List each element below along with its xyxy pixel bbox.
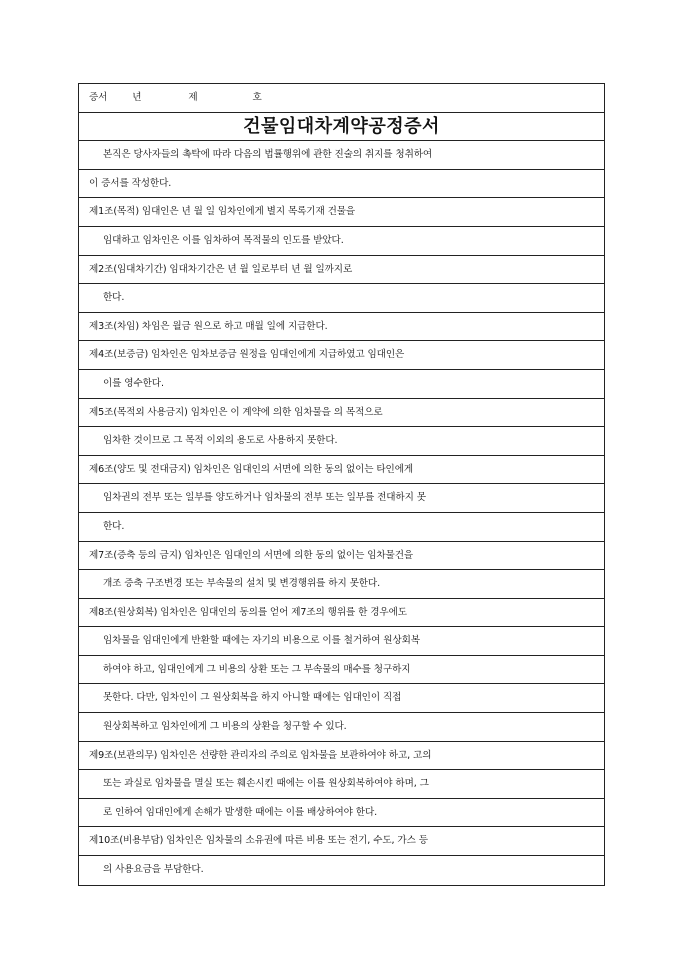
text-line: 임대하고 임차인은 이를 임차하여 목적물의 인도를 받았다. [79, 227, 604, 256]
text-line: 의 사용요금을 부담한다. [103, 864, 204, 876]
text-line: 원상회복하고 임차인에게 그 비용의 상환을 청구할 수 있다. [79, 713, 604, 742]
article-6: 제6조(양도 및 전대금지) 임차인은 임대인의 서면에 의한 동의 없이는 타인에게 [79, 456, 604, 485]
deed-number-row [79, 84, 604, 113]
text-line: 개조 증축 구조변경 또는 부속물의 설치 및 변경행위를 하지 못한다. [79, 570, 604, 599]
article-9: 제9조(보관의무) 임차인은 선량한 관리자의 주의로 임차물을 보관하여야 하고, 고의 [79, 742, 604, 771]
article-1: 제1조(목적) 임대인은 년 월 일 임차인에게 별지 목록기재 건물을 [79, 198, 604, 227]
article-10: 제10조(비용부담) 임차인은 임차물의 소유권에 따른 비용 또는 전기, 수도, 가스 등 [79, 827, 604, 856]
article-3: 제3조(차임) 차임은 월금 원으로 하고 매월 일에 지급한다. [79, 313, 604, 342]
article-8: 제8조(원상회복) 임차인은 임대인의 동의를 얻어 제7조의 행위를 한 경우에도 [79, 599, 604, 628]
document-title: 건물임대차계약공정증서 [79, 113, 604, 142]
text-line: 본직은 당사자들의 촉탁에 따라 다음의 법률행위에 관한 진술의 취지를 청취하여 [79, 141, 604, 170]
text-line: 임차한 것이므로 그 목적 이외의 용도로 사용하지 못한다. [79, 427, 604, 456]
article-4: 제4조(보증금) 임차인은 임차보증금 원정을 임대인에게 지급하였고 임대인은 [79, 341, 604, 370]
article-5: 제5조(목적외 사용금지) 임차인은 이 계약에 의한 임차물을 의 목적으로 [79, 399, 604, 428]
text-line: 로 인하여 임대인에게 손해가 발생한 때에는 이를 배상하여야 한다. [79, 799, 604, 828]
text-line: 또는 과실로 임차물을 멸실 또는 훼손시킨 때에는 이를 원상회복하여야 하며, 그 [79, 770, 604, 799]
text-line: 이를 영수한다. [79, 370, 604, 399]
notarial-deed-form [78, 83, 605, 886]
text-line: 임차물을 임대인에게 반환할 때에는 자기의 비용으로 이를 철거하여 원상회복 [79, 627, 604, 656]
text-line: 하여야 하고, 임대인에게 그 비용의 상환 또는 그 부속물의 매수를 청구하지 [79, 656, 604, 685]
text-line: 이 증서를 작성한다. [79, 170, 604, 199]
deed-je-label: 제 [188, 92, 198, 103]
text-line: 임차권의 전부 또는 일부를 양도하거나 임차물의 전부 또는 일부를 전대하지 못 [79, 484, 604, 513]
text-line: 못한다. 다만, 임차인이 그 원상회복을 하지 아니할 때에는 임대인이 직접 [79, 684, 604, 713]
deed-year-label: 년 [132, 92, 142, 103]
text-line: 한다. [79, 284, 604, 313]
article-7: 제7조(증축 등의 금지) 임차인은 임대인의 서면에 의한 동의 없이는 임차물건을 [79, 542, 604, 571]
text-line: 한다. [79, 513, 604, 542]
deed-ho-label: 호 [252, 92, 262, 103]
deed-label: 증서 [89, 92, 108, 103]
article-2: 제2조(임대차기간) 임대차기간은 년 월 일로부터 년 월 일까지로 [79, 256, 604, 285]
